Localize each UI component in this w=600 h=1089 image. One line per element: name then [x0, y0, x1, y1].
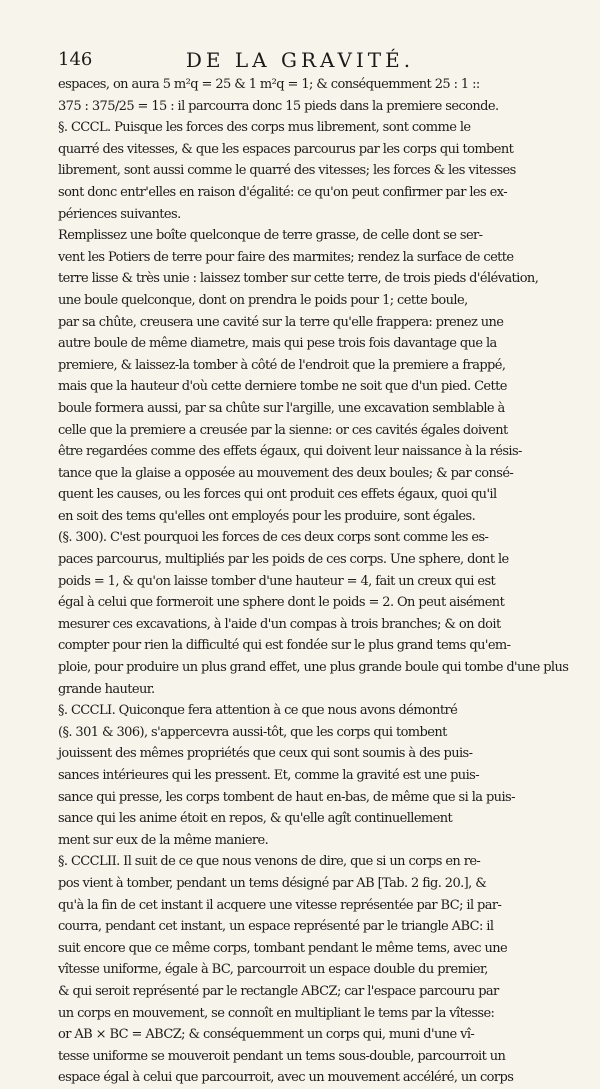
text-line: autre boule de même diametre, mais qui pese trois fois davantage que la	[58, 336, 497, 352]
text-line: terre lisse & très unie : laissez tomber sur cette terre, de trois pieds d'élévation,	[58, 271, 539, 287]
text-line: grande hauteur.	[58, 681, 155, 697]
text-line: §. CCCLII. Il suit de ce que nous venons de dire, que si un corps en re-	[58, 854, 481, 870]
text-line: poids = 1, & qu'on laisse tomber d'une hauteur = 4, fait un creux qui est	[58, 573, 496, 589]
text-line: or AB × BC = ABCZ; & conséquemment un corps qui, muni d'une vî-	[58, 1027, 475, 1043]
text-line: Remplissez une boîte quelconque de terre grasse, de celle dont se ser-	[58, 228, 483, 244]
text-line: suit encore que ce même corps, tombant pendant le même tems, avec une	[58, 940, 508, 956]
text-line: (§. 300). C'est pourquoi les forces de ces deux corps sont comme les es-	[58, 530, 489, 546]
text-line: sance qui presse, les corps tombent de haut en-bas, de même que si la puis-	[58, 789, 515, 805]
text-line: sances intérieures qui les pressent. Et, comme la gravité est une puis-	[58, 768, 479, 783]
text-line: compter pour rien la difficulté qui est fondée sur le plus grand tems qu'em-	[58, 638, 511, 654]
text-line: ment sur eux de la même maniere.	[58, 832, 269, 848]
text-line: espaces, on aura 5 m²q = 25 & 1 m²q = 1; & conséquemment 25 : 1 ::	[58, 77, 480, 92]
text-line: mais que la hauteur d'où cette derniere tombe ne soit que d'un pied. Cette	[58, 379, 507, 395]
text-line: §. CCCL. Puisque les forces des corps mus librement, sont comme le	[58, 120, 471, 136]
text-line: qu'à la fin de cet instant il acquere une vitesse représentée par BC; il par-	[58, 897, 502, 913]
text-line: mesurer ces excavations, à l'aide d'un compas à trois branches; & on doit	[58, 616, 501, 632]
text-line: jouissent des mêmes propriétés que ceux qui sont soumis à des puis-	[58, 746, 473, 762]
text-line: paces parcourus, multipliés par les poids de ces corps. Une sphere, dont le	[58, 552, 509, 568]
text-line: quarré des vitesses, & que les espaces parcourus par les corps qui tombent	[58, 141, 514, 157]
running-head: DE LA GRAVITÉ.	[185, 48, 415, 72]
text-line: vîtesse uniforme, égale à BC, parcourroit un espace double du premier,	[58, 962, 488, 978]
text-line: (§. 301 & 306), s'appercevra aussi-tôt, que les corps qui tombent	[58, 724, 447, 740]
text-line: courra, pendant cet instant, un espace représenté par le triangle ABC: il	[58, 919, 494, 935]
text-line: un corps en mouvement, se connoît en multipliant le tems par la vîtesse:	[58, 1005, 495, 1021]
text-line: tesse uniforme se mouveroit pendant un tems sous-double, parcourroit un	[58, 1048, 506, 1064]
text-line: & qui seroit représenté par le rectangle ABCZ; car l'espace parcouru par	[58, 983, 499, 999]
text-line: librement, sont aussi comme le quarré des vitesses; les forces & les vitesses	[58, 163, 516, 179]
text-line: boule formera aussi, par sa chûte sur l'argille, une excavation semblable à	[58, 400, 505, 416]
text-line: périences suivantes.	[58, 206, 181, 222]
page-header	[0, 48, 600, 72]
text-line: être regardées comme des effets égaux, qui doivent leur naissance à la résis-	[58, 444, 522, 460]
text-line: en soit des tems qu'elles ont employés pour les produire, sont égales.	[58, 508, 476, 524]
text-line: §. CCCLI. Quiconque fera attention à ce que nous avons démontré	[58, 703, 458, 719]
page-number: 146	[58, 49, 93, 70]
text-line: tance que la glaise a opposée au mouvement des deux boules; & par consé-	[58, 465, 514, 481]
text-line: premiere, & laissez-la tomber à côté de l'endroit que la premiere a frappé,	[58, 357, 506, 373]
text-line: sont donc entr'elles en raison d'égalité: ce qu'on peut confirmer par les ex-	[58, 184, 508, 200]
text-line: ploie, pour produire un plus grand effet, une plus grande boule qui tombe d'une plus	[58, 660, 569, 676]
text-line: quent les causes, ou les forces qui ont produit ces effets égaux, quoi qu'il	[58, 487, 497, 503]
text-line: pos vient à tomber, pendant un tems désigné par AB [Tab. 2 fig. 20.], &	[58, 875, 487, 891]
text-line: 375 : 375/25 = 15 : il parcourra donc 15 pieds dans la premiere seconde.	[58, 98, 499, 114]
text-line: égal à celui que formeroit une sphere dont le poids = 2. On peut aisément	[58, 595, 505, 611]
text-line: par sa chûte, creusera une cavité sur la terre qu'elle frappera: prenez une	[58, 314, 504, 330]
body-text	[58, 74, 569, 1089]
text-line: sance qui les anime étoit en repos, & qu'elle agît continuellement	[58, 811, 453, 827]
text-line: celle que la premiere a creusée par la sienne: or ces cavités égales doivent	[58, 422, 508, 438]
text-line: vent les Potiers de terre pour faire des marmites; rendez la surface de cette	[58, 249, 514, 265]
text-line: une boule quelconque, dont on prendra le poids pour 1; cette boule,	[58, 292, 468, 308]
text-line: espace égal à celui que parcourroit, avec un mouvement accéléré, un corps	[58, 1070, 514, 1086]
